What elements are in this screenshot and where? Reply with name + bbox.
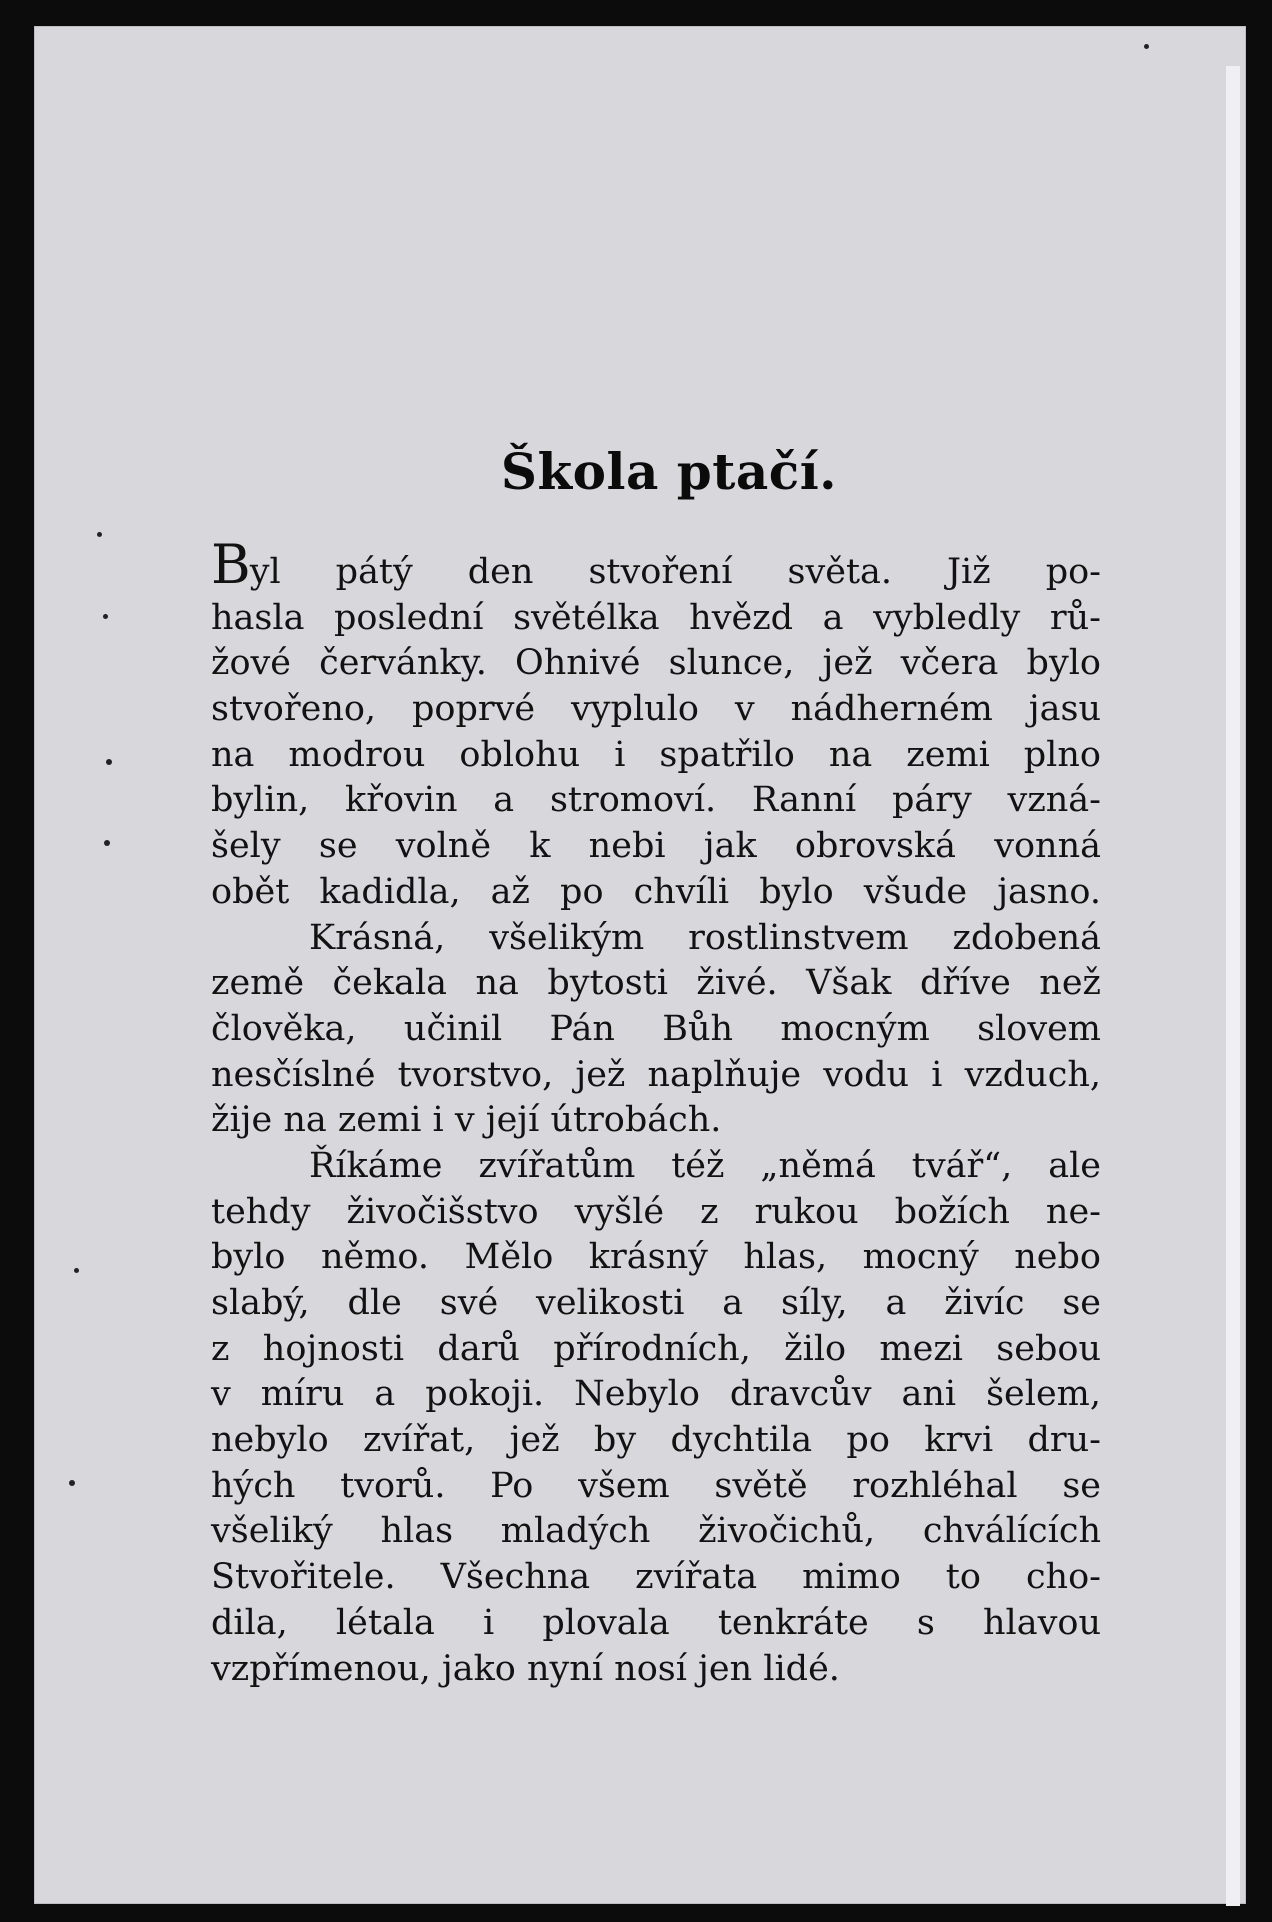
text-line: bylo němo. Mělo krásný hlas, mocný nebo	[211, 1237, 1101, 1278]
text-line: všeliký hlas mladých živočichů, chválících	[211, 1511, 1101, 1552]
text-line: nebylo zvířat, jež by dychtila po krvi dru-	[211, 1420, 1101, 1461]
text-line: slabý, dle své velikosti a síly, a živíc se	[211, 1283, 1101, 1323]
text-line: z hojnosti darů přírodních, žilo mezi sebou	[211, 1328, 1101, 1369]
ink-speck	[74, 1268, 79, 1273]
text-line: tehdy živočišstvo vyšlé z rukou božích ne-	[211, 1191, 1101, 1232]
ink-speck	[106, 759, 112, 765]
text-line: bylin, křovin a stromoví. Ranní páry vzná-	[211, 780, 1101, 821]
ink-speck	[97, 532, 102, 537]
text-line: Krásná, všelikým rostlinstvem zdobená	[309, 917, 1101, 958]
text-line: hých tvorů. Po všem světě rozhléhal se	[211, 1465, 1101, 1506]
text-line: člověka, učinil Pán Bůh mocným slovem	[211, 1008, 1101, 1049]
text-line: Byl pátý den stvoření světa. Již po-	[211, 533, 1101, 596]
text-line: žové červánky. Ohnivé slunce, jež včera bylo	[211, 643, 1101, 684]
body-text	[211, 533, 1101, 1692]
text-line: v míru a pokoji. Nebylo dravcův ani šelem,	[211, 1374, 1101, 1415]
text-line: vzpřímenou, jako nyní nosí jen lidé.	[211, 1648, 840, 1689]
text-line: Říkáme zvířatům též „němá tvář“, ale	[309, 1145, 1101, 1186]
page-edge	[1226, 66, 1240, 1906]
ink-speck	[1144, 44, 1149, 49]
text-line: země čekala na bytosti živé. Však dříve než	[211, 963, 1101, 1004]
ink-speck	[104, 840, 110, 846]
text-line: žije na zemi i v její útrobách.	[211, 1100, 722, 1141]
text-line: Stvořitele. Všechna zvířata mimo to cho-	[211, 1557, 1101, 1598]
ink-speck	[69, 1480, 75, 1486]
ink-speck	[103, 614, 108, 619]
drop-cap: B	[211, 533, 250, 596]
text-line: obět kadidla, až po chvíli bylo všude jasno.	[211, 871, 1101, 912]
text-line: na modrou oblohu i spatřilo na zemi plno	[211, 734, 1101, 775]
text-line: stvořeno, poprvé vyplulo v nádherném jasu	[211, 689, 1101, 730]
chapter-title: Škola ptačí.	[500, 442, 838, 501]
text-line: dila, létala i plovala tenkráte s hlavou	[211, 1602, 1101, 1643]
text-line: hasla poslední světélka hvězd a vybledly rů-	[211, 597, 1101, 638]
text-line: nesčíslné tvorstvo, jež naplňuje vodu i vzduch,	[211, 1054, 1101, 1095]
text-line: šely se volně k nebi jak obrovská vonná	[211, 826, 1101, 867]
